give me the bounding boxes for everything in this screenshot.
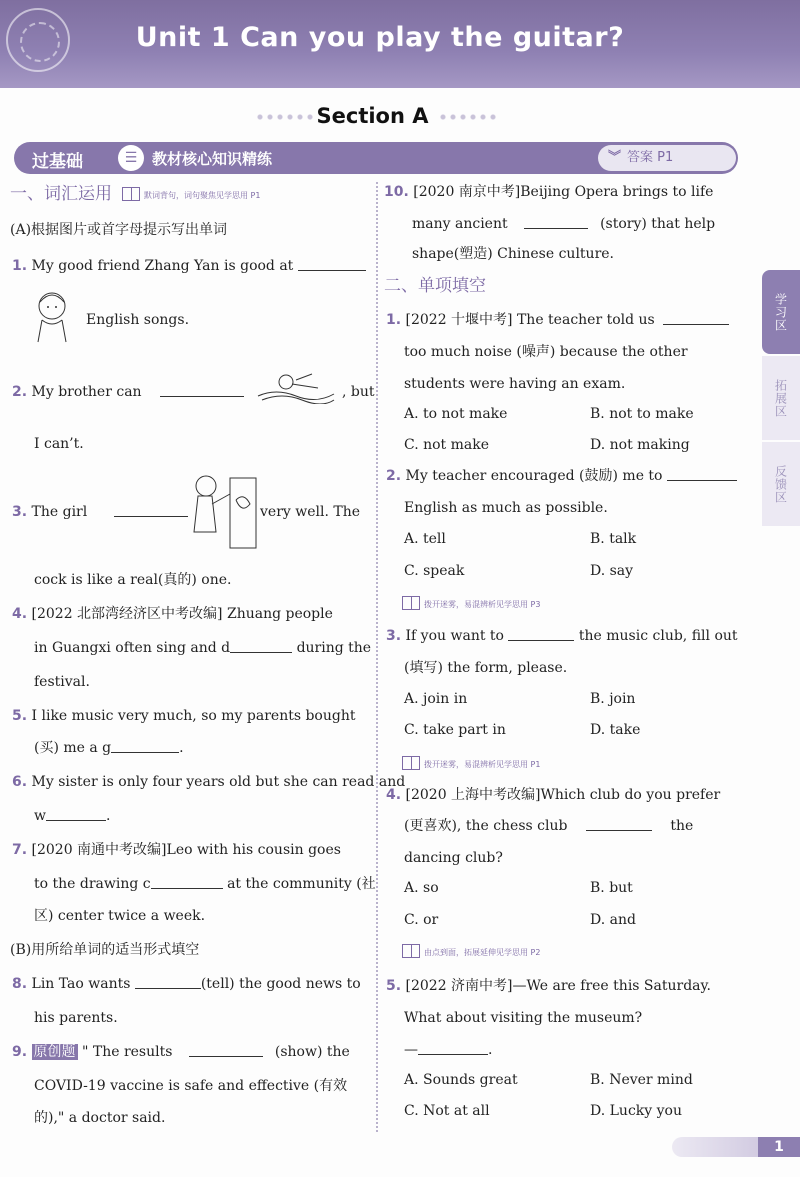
answer-blank[interactable]: [418, 1043, 488, 1055]
choice-option[interactable]: B. Never mind: [590, 1072, 693, 1088]
answer-blank[interactable]: [160, 385, 244, 397]
choice-option[interactable]: D. take: [590, 722, 641, 738]
tab-study-zone[interactable]: 学习区: [762, 270, 800, 354]
choice-question-1-line-2: too much noise (噪声) because the other: [404, 344, 688, 360]
question-4-line-3: festival.: [34, 674, 90, 690]
question-6: 6. My sister is only four years old but she can read and: [12, 774, 406, 790]
answer-blank[interactable]: [111, 741, 179, 753]
choice-option[interactable]: B. but: [590, 880, 633, 896]
question-9: 9. 原创题 " The results (show) the: [12, 1044, 350, 1060]
question-3: 3. The girl: [12, 504, 188, 520]
question-5-line-2: (买) me a g .: [34, 740, 184, 756]
page-footer: [672, 1137, 800, 1157]
answer-blank[interactable]: [586, 819, 652, 831]
section-vocab-hint: 默词背句，词句聚焦见学思用 P1: [144, 191, 261, 200]
question-10: 10. [2020 南京中考]Beijing Opera brings to life: [384, 184, 714, 200]
part-a-instruction: (A)根据图片或首字母提示写出单词: [10, 222, 228, 238]
section-vocab-title: 一、词汇运用: [10, 184, 112, 204]
clipboard-icon: ☰: [118, 145, 144, 171]
section-vocab: [10, 186, 260, 204]
choice-question-5-line-3: — .: [404, 1042, 493, 1058]
question-4-line-2: in Guangxi often sing and d during the: [34, 640, 372, 656]
question-9-line-3: 的)," a doctor said.: [34, 1110, 166, 1126]
choice-option[interactable]: D. say: [590, 563, 634, 579]
hint-line-1: 拨开迷雾，易混辨析见学思用 P3: [384, 596, 540, 613]
book-icon: [122, 187, 140, 201]
choice-option[interactable]: A. so: [404, 880, 439, 896]
question-7: 7. [2020 南通中考改编]Leo with his cousin goes: [12, 842, 341, 858]
answer-blank[interactable]: [46, 809, 106, 821]
section-header-bar: [14, 142, 738, 174]
choice-question-2-line-2: English as much as possible.: [404, 500, 608, 516]
answer-blank[interactable]: [663, 313, 729, 325]
question-4: 4. [2022 北部湾经济区中考改编] Zhuang people: [12, 606, 333, 622]
question-1: 1. My good friend Zhang Yan is good at: [12, 258, 366, 274]
choice-option[interactable]: C. or: [404, 912, 439, 928]
hint-line-2: 拨开迷雾，易混辨析见学思用 P1: [384, 756, 540, 773]
double-chevron-down-icon: ︾: [608, 150, 622, 165]
choice-option[interactable]: C. not make: [404, 437, 490, 453]
choice-option[interactable]: B. join: [590, 691, 636, 707]
choice-option[interactable]: D. and: [590, 912, 636, 928]
page-number: 1: [758, 1137, 800, 1157]
question-2-line-2: I can’t.: [34, 436, 84, 452]
choice-option[interactable]: D. not making: [590, 437, 690, 453]
choice-question-5: 5. [2022 济南中考]—We are free this Saturday.: [386, 978, 712, 994]
section-title: Section A: [316, 104, 429, 128]
section-single-choice: 二、单项填空: [384, 276, 486, 296]
answer-reference[interactable]: [598, 145, 736, 171]
choice-option[interactable]: A. join in: [404, 691, 468, 707]
choice-option[interactable]: A. tell: [404, 531, 446, 547]
original-tag: 原创题: [33, 1044, 76, 1060]
question-2: 2. My brother can: [12, 384, 244, 400]
answer-blank[interactable]: [135, 977, 201, 989]
question-9-line-2: COVID-19 vaccine is safe and effective (有效: [34, 1078, 348, 1094]
choice-option[interactable]: C. Not at all: [404, 1103, 490, 1119]
question-6-line-2: w .: [34, 808, 111, 824]
choice-option[interactable]: D. Lucky you: [590, 1103, 682, 1119]
choice-question-3-line-2: (填写) the form, please.: [404, 660, 568, 676]
book-icon: [402, 756, 420, 770]
girl-painting-illustration: [186, 470, 260, 552]
question-2-end: , but: [342, 384, 375, 400]
choice-option[interactable]: C. take part in: [404, 722, 506, 738]
choice-question-2: 2. My teacher encouraged (鼓励) me to: [386, 468, 737, 484]
question-3-end: very well. The: [260, 504, 361, 520]
choice-question-4: 4. [2020 上海中考改编]Which club do you prefer: [386, 787, 721, 803]
choice-question-4-line-2: (更喜欢), the chess club the: [404, 818, 694, 834]
expand-icon: [402, 944, 420, 958]
answer-blank[interactable]: [508, 629, 574, 641]
book-icon: [402, 596, 420, 610]
hint-line-3: 由点到面，拓展延伸见学思用 P2: [384, 944, 540, 961]
choice-question-1-line-3: students were having an exam.: [404, 376, 626, 392]
choice-question-4-line-3: dancing club?: [404, 850, 503, 866]
part-b-instruction: (B)用所给单词的适当形式填空: [10, 942, 200, 958]
question-8-line-2: his parents.: [34, 1010, 118, 1026]
question-1-line-2: English songs.: [86, 312, 190, 328]
bar-subtitle: 教材核心知识精练: [152, 150, 273, 168]
choice-option[interactable]: A. Sounds great: [404, 1072, 518, 1088]
choice-option[interactable]: C. speak: [404, 563, 465, 579]
choice-question-5-line-2: What about visiting the museum?: [404, 1010, 643, 1026]
singing-girl-illustration: [28, 288, 78, 344]
answer-blank[interactable]: [230, 641, 292, 653]
unit-title: Unit 1 Can you play the guitar?: [135, 22, 625, 53]
answer-blank[interactable]: [298, 259, 366, 271]
question-7-line-2: to the drawing c at the community (社: [34, 876, 376, 892]
tab-extension-zone[interactable]: 拓展区: [762, 356, 800, 440]
question-10-line-2: many ancient (story) that help: [412, 216, 716, 232]
choice-question-3: 3. If you want to the music club, fill out: [386, 628, 738, 644]
answer-blank[interactable]: [114, 505, 188, 517]
question-7-line-3: 区) center twice a week.: [34, 908, 206, 924]
choice-option[interactable]: B. talk: [590, 531, 637, 547]
column-divider: [376, 182, 378, 1132]
question-3-line-2: cock is like a real(真的) one.: [34, 572, 232, 588]
question-8: 8. Lin Tao wants (tell) the good news to: [12, 976, 361, 992]
choice-question-1: 1. [2022 十堰中考] The teacher told us: [386, 312, 729, 328]
answer-page: 答案 P1: [627, 150, 674, 165]
answer-blank[interactable]: [524, 217, 588, 229]
tab-feedback-zone[interactable]: 反馈区: [762, 442, 800, 526]
answer-blank[interactable]: [151, 877, 223, 889]
answer-blank[interactable]: [189, 1045, 263, 1057]
choice-option[interactable]: B. not to make: [590, 406, 694, 422]
question-5: 5. I like music very much, so my parents bought: [12, 708, 356, 724]
answer-blank[interactable]: [667, 469, 737, 481]
question-10-line-3: shape(塑造) Chinese culture.: [412, 246, 615, 262]
bar-label: 过基础: [32, 152, 83, 172]
choice-option[interactable]: A. to not make: [404, 406, 508, 422]
swimming-boy-illustration: [256, 370, 336, 404]
unit-banner: [0, 0, 800, 88]
